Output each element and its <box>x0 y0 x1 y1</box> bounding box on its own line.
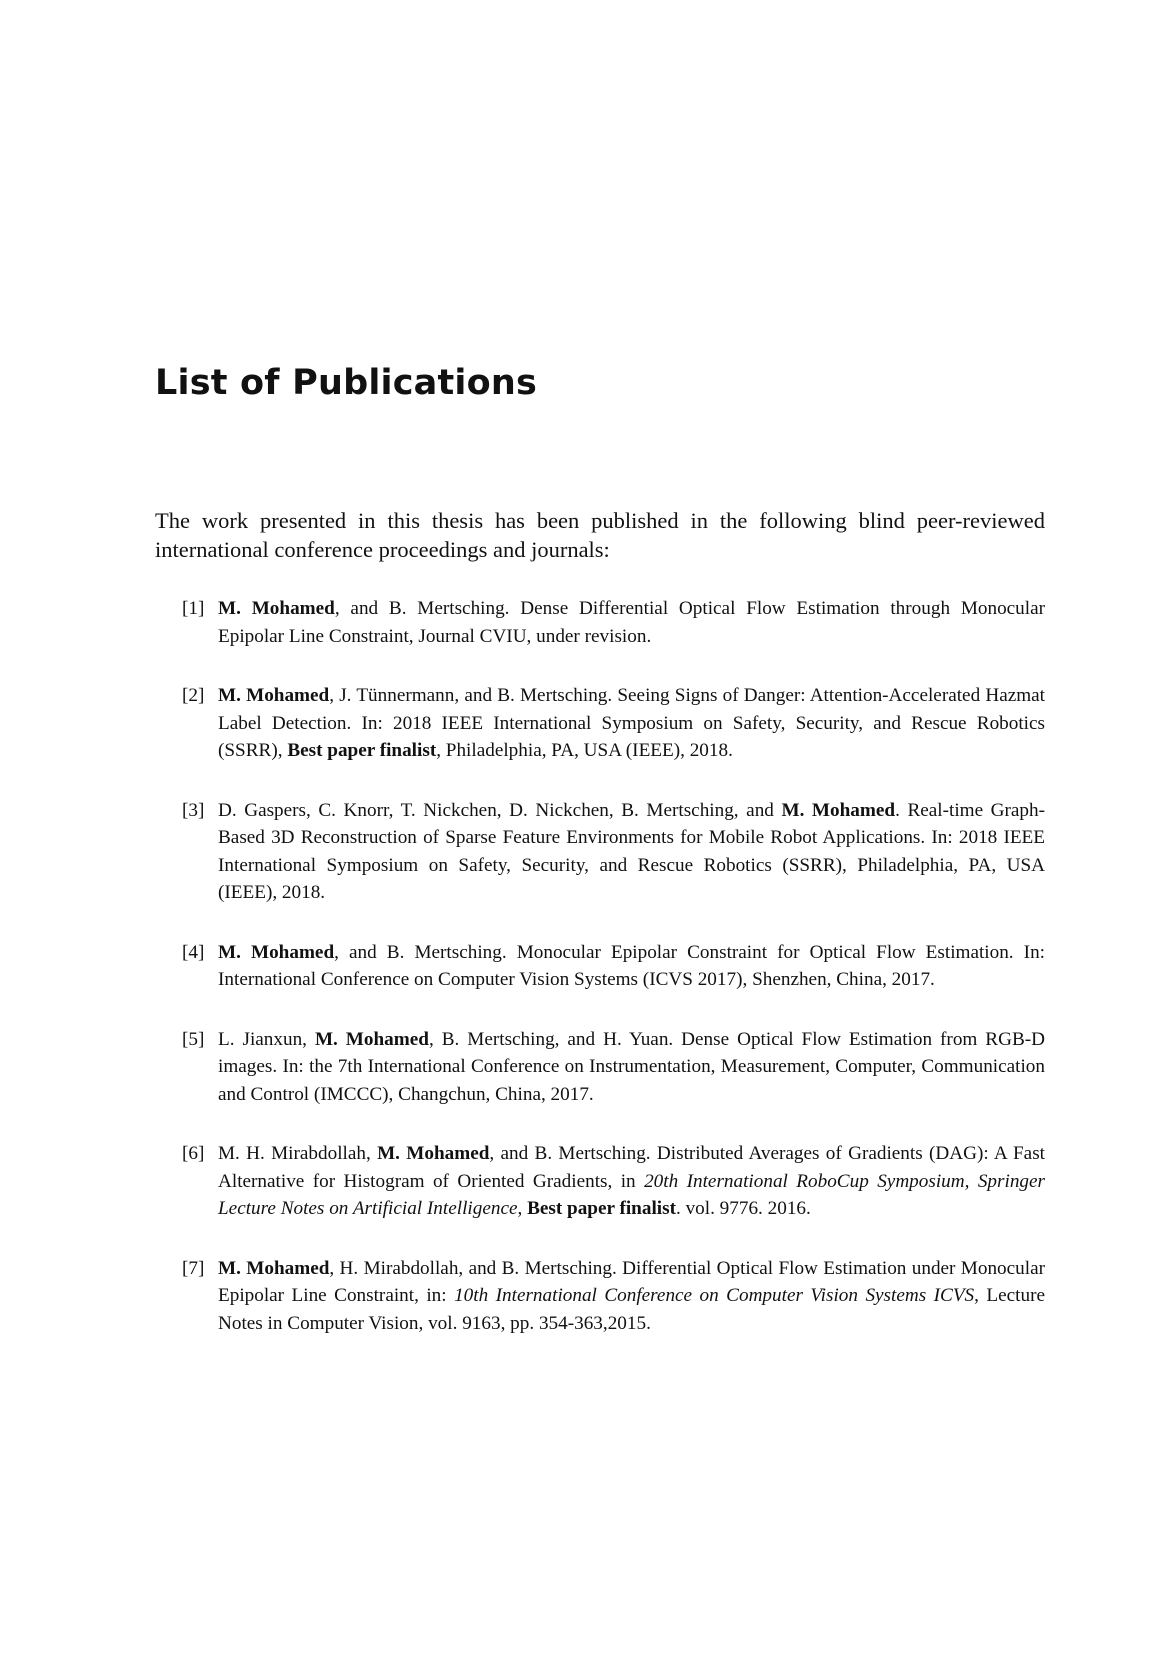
publication-text: , B. Mertsching, and H. Yuan. Dense Optical Flow Estimation from RGB-D images. In: the 7th International Conference on Instrumentation, Measurement, Computer, Communication and Control (IMCCC), Changchun, China, 2017. <box>218 1028 1045 1105</box>
publication-text: , Philadelphia, PA, USA (IEEE), 2018. <box>436 740 733 761</box>
publication-emphasis: M. Mohamed <box>218 685 330 706</box>
page-title: List of Publications <box>155 363 538 403</box>
publication-text: , J. Tünnermann, and B. Mertsching. Seeing Signs of Danger: Attention-Accelerated Hazmat Label Detection. In: 2018 IEEE International Symposium on Safety, Security, and Rescue Robotics (SSRR), <box>218 685 1046 761</box>
publication-emphasis: M. Mohamed <box>218 598 335 619</box>
publication-venue: 20th International RoboCup Symposium, Springer Lecture Notes on Artificial Intelligence <box>218 1170 1045 1219</box>
publication-emphasis: M. Mohamed <box>218 941 335 963</box>
publication-number: [5] <box>182 1028 205 1050</box>
publication-entry <box>155 595 1045 650</box>
publication-emphasis: Best paper finalist <box>287 740 437 761</box>
publication-text: , Lecture Notes in Computer Vision, vol. 9163, pp. 354-363,2015. <box>218 1285 1045 1334</box>
publication-number: [3] <box>182 799 205 821</box>
publication-number: [2] <box>182 685 205 706</box>
publication-number: [1] <box>182 598 205 619</box>
publication-number: [4] <box>182 941 205 963</box>
publication-emphasis: M. Mohamed <box>218 1257 330 1279</box>
publication-entry <box>155 797 1045 907</box>
publication-text: , H. Mirabdollah, and B. Mertsching. Differential Optical Flow Estimation under Monocular Epipolar Line Constraint, in: <box>218 1257 1045 1306</box>
publication-venue: 10th International Conference on Computer Vision Systems ICVS <box>454 1285 975 1306</box>
publication-entry <box>155 1255 1045 1338</box>
publication-text: , <box>517 1198 528 1219</box>
publication-text: L. Jianxun, <box>218 1028 315 1050</box>
publication-list <box>155 595 1045 1337</box>
publication-text: . vol. 9776. 2016. <box>675 1198 811 1219</box>
publication-emphasis: M. Mohamed <box>314 1028 429 1050</box>
publication-number: [6] <box>182 1143 205 1164</box>
intro-paragraph: The work presented in this thesis has been published in the following blind peer-reviewed international conference proceedings and journals: <box>155 508 1045 562</box>
publication-entry <box>155 1026 1045 1109</box>
publication-emphasis: Best paper finalist <box>527 1198 676 1219</box>
publication-text: , and B. Mertsching. Monocular Epipolar Constraint for Optical Flow Estimation. In: International Conference on Computer Vision Systems (ICVS 2017), Shenzhen, China, 2017. <box>218 941 1045 990</box>
publication-emphasis: M. Mohamed <box>781 799 896 821</box>
publication-text: M. H. Mirabdollah, <box>218 1143 378 1164</box>
publication-number: [7] <box>182 1257 205 1279</box>
publication-text: D. Gaspers, C. Knorr, T. Nickchen, D. Nickchen, B. Mertsching, and <box>218 799 782 821</box>
publication-entry <box>155 1140 1045 1223</box>
publication-text: . Real-time Graph-Based 3D Reconstruction of Sparse Feature Environments for Mobile Robot Applications. In: 2018 IEEE International Symposium on Safety, Security, and Rescue Robotics (SSRR), Philadelphia, PA, USA (IEEE), 2018. <box>218 799 1046 903</box>
publication-entry <box>155 939 1045 994</box>
publication-text: , and B. Mertsching. Dense Differential Optical Flow Estimation through Monocular Epipolar Line Constraint, Journal CVIU, under revision. <box>218 598 1046 647</box>
publication-emphasis: M. Mohamed <box>377 1143 490 1164</box>
publication-text: , and B. Mertsching. Distributed Averages of Gradients (DAG): A Fast Alternative for Histogram of Oriented Gradients, in <box>218 1143 1045 1192</box>
publication-entry <box>155 682 1045 765</box>
